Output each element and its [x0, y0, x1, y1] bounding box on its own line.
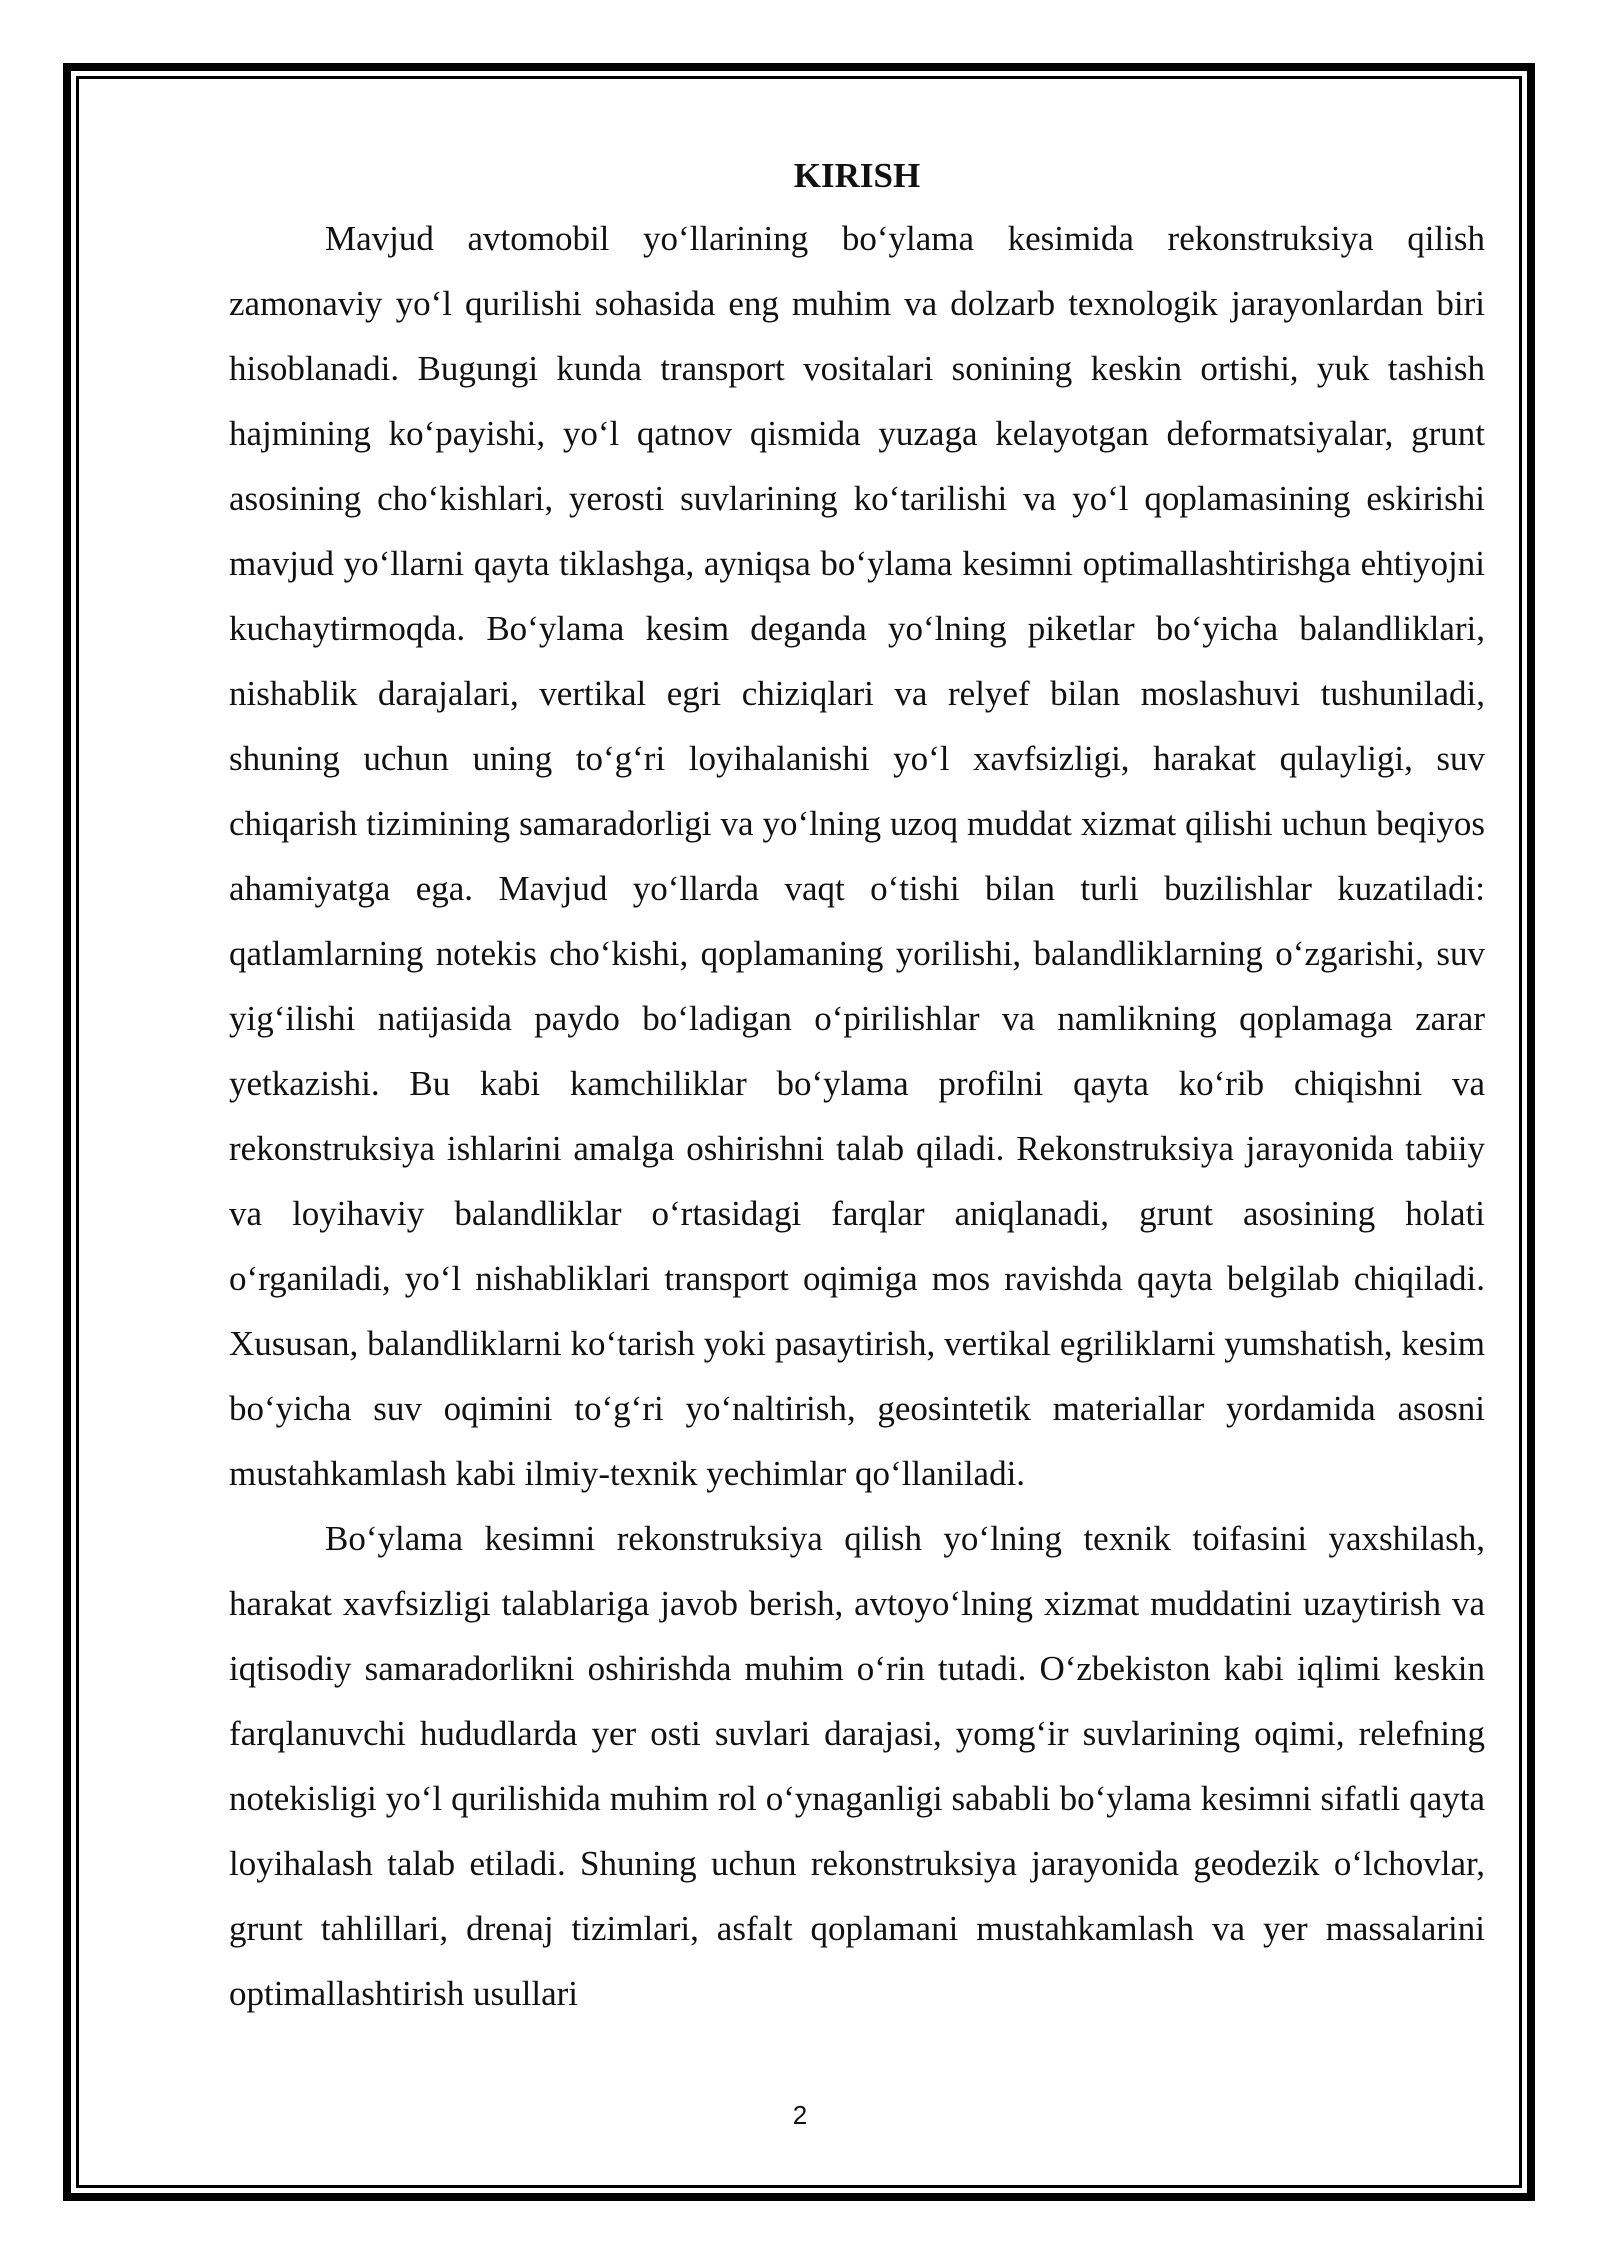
paragraph-1: Mavjud avtomobil yo‘llarining bo‘ylama kesimida rekonstruksiya qilish zamonaviy yo‘l qurilishi sohasida eng muhim va dolzarb texnologik jarayonlardan biri hisoblanadi. Bugungi kunda transport vositalari sonining keskin ortishi, yuk tashish hajmining ko‘payishi, yo‘l qatnov qismida yuzaga kelayotgan deformatsiyalar, grunt asosining cho‘kishlari, yerosti suvlarining ko‘tarilishi va yo‘l qoplamasining eskirishi mavjud yo‘llarni qayta tiklashga, ayniqsa bo‘ylama kesimni optimallashtirishga ehtiyojni kuchaytirmoqda. Bo‘ylama kesim deganda yo‘lning piketlar bo‘yicha balandliklari, nishablik darajalari, vertikal egri chiziqlari va relyef bilan moslashuvi tushuniladi, shuning uchun uning to‘g‘ri loyihalanishi yo‘l xavfsizligi, harakat qulayligi, suv chiqarish tizimining samaradorligi va yo‘lning uzoq muddat xizmat qilishi uchun beqiyos ahamiyatga ega. Mavjud yo‘llarda vaqt o‘tishi bilan turli buzilishlar kuzatiladi: qatlamlarning notekis cho‘kishi, qoplamaning yorilishi, balandliklarning o‘zgarishi, suv yig‘ilishi natijasida paydo bo‘ladigan o‘pirilishlar va namlikning qoplamaga zarar yetkazishi. Bu kabi kamchiliklar bo‘ylama profilni qayta ko‘rib chiqishni va rekonstruksiya ishlarini amalga oshirishni talab qiladi. Rekonstruksiya jarayonida tabiiy va loyihaviy balandliklar o‘rtasidagi farqlar aniqlanadi, grunt asosining holati o‘rganiladi, yo‘l nishabliklari transport oqimiga mos ravishda qayta belgilab chiqiladi. Xususan, balandliklarni ko‘tarish yoki pasaytirish, vertikal egriliklarni yumshatish, kesim bo‘yicha suv oqimini to‘g‘ri yo‘naltirish, geosintetik materiallar yordamida asosni mustahkamlash kabi ilmiy-texnik yechimlar qo‘llaniladi.: [229, 219, 1485, 1493]
document-body: [229, 148, 1485, 2026]
page-number: 2: [792, 2100, 808, 2130]
paragraph-2: Bo‘ylama kesimni rekonstruksiya qilish yo‘lning texnik toifasini yaxshilash, harakat xavfsizligi talablariga javob berish, avtoyo‘lning xizmat muddatini uzaytirish va iqtisodiy samaradorlikni oshirishda muhim o‘rin tutadi. O‘zbekiston kabi iqlimi keskin farqlanuvchi hududlarda yer osti suvlari darajasi, yomg‘ir suvlarining oqimi, relefning notekisligi yo‘l qurilishida muhim rol o‘ynaganligi sababli bo‘ylama kesimni sifatli qayta loyihalash talab etiladi. Shuning uchun rekonstruksiya jarayonida geodezik o‘lchovlar, grunt tahlillari, drenaj tizimlari, asfalt qoplamani mustahkamlash va yer massalarini optimallashtirish usullari: [229, 1519, 1485, 2013]
section-heading: KIRISH: [793, 156, 921, 195]
